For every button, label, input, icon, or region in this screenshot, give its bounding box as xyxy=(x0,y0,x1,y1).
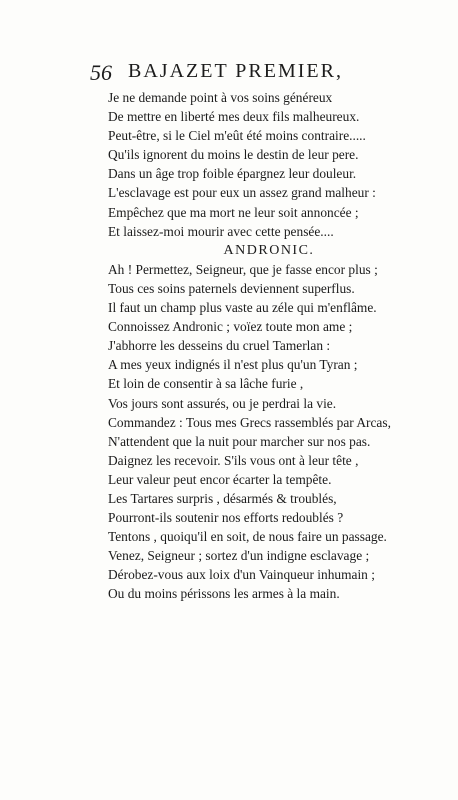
verse-text xyxy=(108,88,408,604)
verse-line: Vos jours sont assurés, ou je perdrai la vie. xyxy=(108,395,337,411)
verse-line: Tentons , quoiqu'il en soit, de nous faire un passage. xyxy=(108,529,387,545)
verse-line: Les Tartares surpris , désarmés & troublés, xyxy=(108,490,337,506)
verse-line: Connoissez Andronic ; voïez toute mon ame ; xyxy=(108,319,353,335)
verse-line: L'esclavage est pour eux un assez grand malheur : xyxy=(108,185,376,201)
verse-line: Dérobez-vous aux loix d'un Vainqueur inhumain ; xyxy=(108,567,375,583)
verse-line: Tous ces soins paternels deviennent superflus. xyxy=(108,280,355,296)
page-number: 56 xyxy=(90,60,112,85)
running-title: BAJAZET PREMIER, xyxy=(128,60,343,82)
verse-line: De mettre en liberté mes deux fils malheureux. xyxy=(108,109,360,125)
verse-line: J'abhorre les desseins du cruel Tamerlan : xyxy=(108,338,331,354)
verse-line: Peut-être, si le Ciel m'eût été moins contraire..... xyxy=(108,128,366,144)
verse-line: Ou du moins périssons les armes à la main. xyxy=(108,586,340,602)
verse-line: Empêchez que ma mort ne leur soit annoncée ; xyxy=(108,204,359,220)
verse-line: N'attendent que la nuit pour marcher sur nos pas. xyxy=(108,433,371,449)
speaker-name: ANDRONIC. xyxy=(223,242,315,258)
verse-line: Et loin de consentir à sa lâche furie , xyxy=(108,376,304,392)
verse-line: Qu'ils ignorent du moins le destin de leur pere. xyxy=(108,147,359,163)
page-header xyxy=(90,60,390,90)
verse-line: Je ne demande point à vos soins généreux xyxy=(108,90,333,105)
verse-line: Ah ! Permettez, Seigneur, que je fasse encor plus ; xyxy=(108,261,378,277)
verse-line: Venez, Seigneur ; sortez d'un indigne esclavage ; xyxy=(108,548,370,564)
verse-line: Dans un âge trop foible épargnez leur douleur. xyxy=(108,166,357,182)
verse-line: Leur valeur peut encor écarter la tempête. xyxy=(108,471,332,487)
verse-line: Il faut un champ plus vaste au zéle qui m'enflâme. xyxy=(108,300,377,316)
verse-line: A mes yeux indignés il n'est plus qu'un Tyran ; xyxy=(108,357,358,373)
verse-line: Pourront-ils soutenir nos efforts redoublés ? xyxy=(108,510,344,526)
verse-line: Et laissez-moi mourir avec cette pensée.... xyxy=(108,223,334,239)
verse-line: Daignez les recevoir. S'ils vous ont à leur tête , xyxy=(108,452,359,468)
verse-line: Commandez : Tous mes Grecs rassemblés par Arcas, xyxy=(108,414,391,430)
